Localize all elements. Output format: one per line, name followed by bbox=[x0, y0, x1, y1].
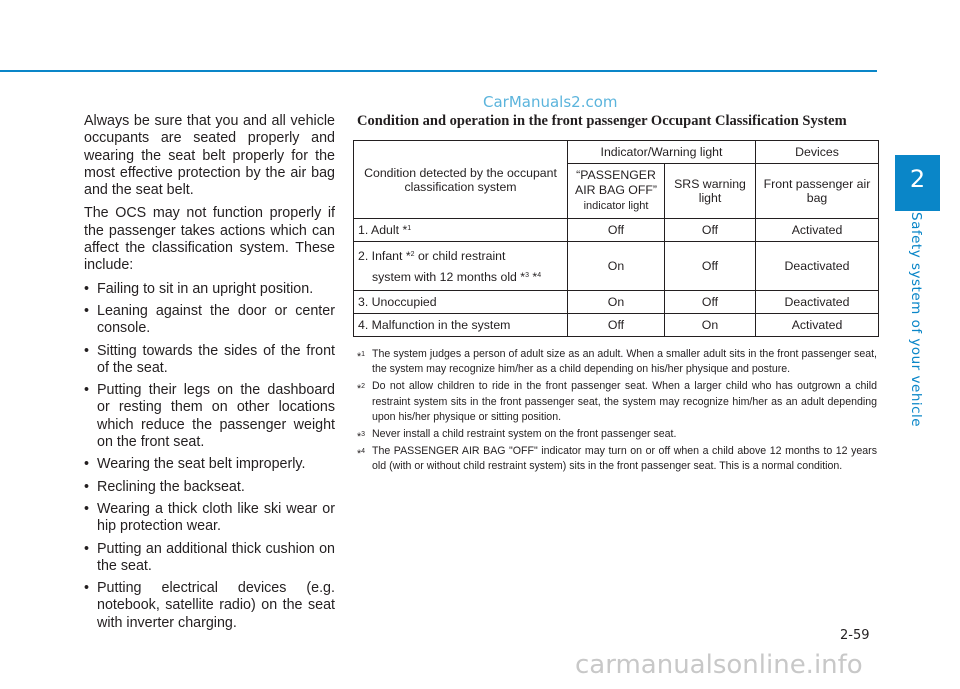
table-header-row bbox=[354, 141, 879, 164]
footnote: *$^4$ The PASSENGER AIR BAG "OFF" indicator may turn on or off when a child above 12 months to 12 years old (with or without child restraint system) sits in the front passenger seat. This is a normal condition. bbox=[357, 445, 877, 473]
list-item: • Wearing a thick cloth like ski wear or hip protection wear. bbox=[84, 500, 335, 535]
list-item: • Sitting towards the sides of the front of the seat. bbox=[84, 342, 335, 376]
srs-cell: Off bbox=[665, 242, 756, 291]
chapter-tab bbox=[895, 155, 940, 211]
table-row bbox=[354, 291, 879, 314]
device-cell: Deactivated bbox=[756, 291, 879, 314]
list-item: • Wearing the seat belt improperly. bbox=[84, 456, 306, 473]
watermark-link[interactable]: CarManuals2.com bbox=[483, 93, 618, 111]
bullet-icon: • bbox=[84, 342, 90, 359]
device-cell: Deactivated bbox=[756, 242, 879, 291]
footer-site-link[interactable]: carmanualsonline.info bbox=[575, 650, 863, 680]
passenger-airbag-off-header: “PASSENGER AIR BAG OFF” indicator light bbox=[568, 164, 665, 219]
indicator-cell: On bbox=[568, 242, 665, 291]
table-row bbox=[354, 219, 879, 242]
ocs-paragraph: The OCS may not function properly if the passenger takes actions which can affect the classification system. These include: bbox=[84, 205, 335, 274]
chapter-title: Safety system of your vehicle bbox=[908, 212, 924, 428]
list-item: • Putting their legs on the dashboard or resting them on other locations which reduce the passenger weight on the front seat. bbox=[84, 382, 335, 451]
indicator-cell: Off bbox=[568, 219, 665, 242]
footnote: *$^3$ Never install a child restraint system on the front passenger seat. bbox=[357, 428, 677, 444]
device-cell: Activated bbox=[756, 314, 879, 337]
srs-cell: Off bbox=[665, 291, 756, 314]
table-row bbox=[354, 242, 879, 291]
srs-cell: On bbox=[665, 314, 756, 337]
header-rule bbox=[0, 70, 877, 72]
bullet-icon: • bbox=[84, 580, 90, 597]
list-item: • Failing to sit in an upright position. bbox=[84, 280, 314, 297]
list-item: • Putting an additional thick cushion on the seat. bbox=[84, 540, 335, 574]
bullet-icon: • bbox=[84, 540, 90, 557]
condition-header: Condition detected by the occupant classification system bbox=[354, 141, 568, 219]
footnote: *$^2$ Do not allow children to ride in the front passenger seat. When a larger child who has outgrown a child restraint system sits in the front passenger seat, the system may recognize him/her as an adult depending upon his/her physique or sitting position. bbox=[357, 380, 877, 423]
devices-group-header: Devices bbox=[756, 141, 879, 164]
front-passenger-airbag-header: Front passenger air bag bbox=[756, 164, 879, 219]
indicator-cell: Off bbox=[568, 314, 665, 337]
list-item: • Leaning against the door or center console. bbox=[84, 302, 335, 337]
list-item: • Putting electrical devices (e.g. notebook, satellite radio) on the seat with inverter charging. bbox=[84, 580, 335, 631]
condition-cell: 3. Unoccupied bbox=[354, 291, 568, 314]
bullet-icon: • bbox=[84, 478, 90, 495]
page-number: 2-59 bbox=[840, 628, 870, 643]
intro-paragraph: Always be sure that you and all vehicle occupants are seated properly and wearing the seat belt properly for the most effective protection by the air bag and the seat belt. bbox=[84, 113, 335, 199]
device-cell: Activated bbox=[756, 219, 879, 242]
indicator-cell: On bbox=[568, 291, 665, 314]
list-item: • Reclining the backseat. bbox=[84, 478, 245, 495]
bullet-icon: • bbox=[84, 302, 90, 319]
bullet-icon: • bbox=[84, 456, 90, 473]
bullet-icon: • bbox=[84, 280, 90, 297]
condition-cell: 4. Malfunction in the system bbox=[354, 314, 568, 337]
bullet-icon: • bbox=[84, 500, 90, 517]
section-heading: Condition and operation in the front passenger Occupant Classification System bbox=[357, 113, 847, 129]
table-row bbox=[354, 314, 879, 337]
footnote: *$^1$ The system judges a person of adult size as an adult. When a smaller adult sits in the front passenger seat, the system may recognize him/her as a child depending on his/her physique and posture. bbox=[357, 348, 877, 376]
srs-warning-header: SRS warning light bbox=[665, 164, 756, 219]
chapter-number: 2 bbox=[909, 165, 926, 193]
indicator-group-header: Indicator/Warning light bbox=[568, 141, 756, 164]
ocs-condition-table bbox=[353, 140, 879, 337]
bullet-icon: • bbox=[84, 382, 90, 399]
footnotes bbox=[357, 347, 877, 477]
condition-cell: 1. Adult *$^1$ bbox=[354, 219, 568, 242]
ocs-actions-list bbox=[84, 281, 335, 632]
srs-cell: Off bbox=[665, 219, 756, 242]
left-column bbox=[84, 113, 335, 637]
condition-cell: 2. Infant *$^2$ or child restraint system with 12 months old *$^3$ *$^4$ bbox=[354, 242, 568, 291]
